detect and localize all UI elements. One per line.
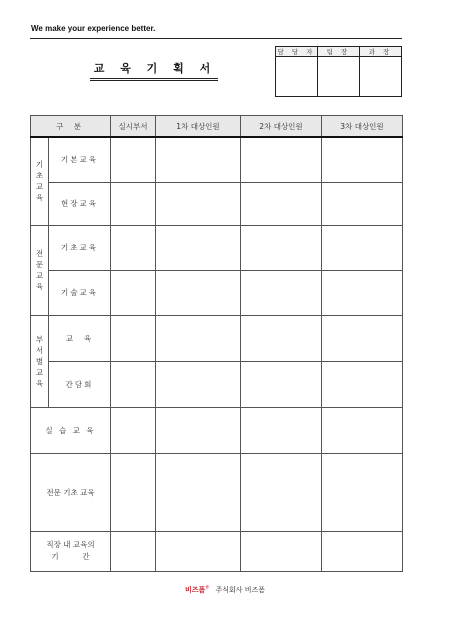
header-category: 구 분 — [31, 116, 111, 138]
cell-third[interactable] — [322, 453, 403, 531]
cell-second[interactable] — [241, 137, 322, 182]
cell-first[interactable] — [156, 270, 241, 315]
cell-second[interactable] — [241, 453, 322, 531]
cell-first[interactable] — [156, 407, 241, 453]
footer — [0, 585, 450, 595]
cell-dept[interactable] — [111, 407, 156, 453]
cell-dept[interactable] — [111, 137, 156, 182]
table-row — [31, 225, 403, 270]
cell-third[interactable] — [322, 225, 403, 270]
tagline: We make your experience better. — [31, 24, 156, 33]
cell-second[interactable] — [241, 361, 322, 407]
header-second-target: 2차 대상인원 — [241, 116, 322, 138]
title-underline — [90, 78, 218, 79]
cell-second[interactable] — [241, 315, 322, 361]
approval-header-team-leader: 팀 장 — [318, 47, 360, 57]
row-label-practice: 실 습 교 육 — [31, 407, 111, 453]
cell-third[interactable] — [322, 315, 403, 361]
approval-sign-manager[interactable] — [276, 57, 318, 97]
top-divider — [30, 38, 402, 39]
table-row — [31, 531, 403, 572]
cell-dept[interactable] — [111, 315, 156, 361]
education-plan-table — [30, 115, 403, 572]
table-row — [31, 182, 403, 225]
row-label-meeting: 간담회 — [49, 361, 111, 407]
approval-sign-team-leader[interactable] — [318, 57, 360, 97]
cell-third[interactable] — [322, 361, 403, 407]
row-label-onsite-period: 직장 내 교육의 기 간 — [31, 531, 111, 572]
cell-dept[interactable] — [111, 453, 156, 531]
approval-header-section-chief: 과 장 — [360, 47, 402, 57]
row-label-technical-edu: 기술교육 — [49, 270, 111, 315]
cell-first[interactable] — [156, 182, 241, 225]
cell-dept[interactable] — [111, 225, 156, 270]
cell-dept[interactable] — [111, 182, 156, 225]
cell-second[interactable] — [241, 531, 322, 572]
cell-third[interactable] — [322, 407, 403, 453]
cell-dept[interactable] — [111, 270, 156, 315]
cell-first[interactable] — [156, 361, 241, 407]
title-underline-second — [90, 80, 218, 81]
header-third-target: 3차 대상인원 — [322, 116, 403, 138]
cell-third[interactable] — [322, 137, 403, 182]
approval-sign-section-chief[interactable] — [360, 57, 402, 97]
cell-first[interactable] — [156, 137, 241, 182]
table-row — [31, 453, 403, 531]
row-label-basic-edu: 기본교육 — [49, 137, 111, 182]
group-label-dept: 부 서 별 교 육 — [31, 315, 49, 407]
cell-first[interactable] — [156, 225, 241, 270]
header-first-target: 1차 대상인원 — [156, 116, 241, 138]
cell-second[interactable] — [241, 270, 322, 315]
row-label-dept-edu: 교 육 — [49, 315, 111, 361]
header-dept: 실시부서 — [111, 116, 156, 138]
group-label-basic: 기 초 교 육 — [31, 137, 49, 225]
cell-third[interactable] — [322, 531, 403, 572]
cell-second[interactable] — [241, 407, 322, 453]
cell-second[interactable] — [241, 182, 322, 225]
document-title: 교 육 기 획 서 — [93, 62, 217, 75]
cell-dept[interactable] — [111, 531, 156, 572]
table-row — [31, 361, 403, 407]
cell-dept[interactable] — [111, 361, 156, 407]
table-row — [31, 137, 403, 182]
cell-second[interactable] — [241, 225, 322, 270]
group-label-special: 전 문 교 육 — [31, 225, 49, 315]
table-row — [31, 270, 403, 315]
table-header-row — [31, 116, 403, 138]
table-row — [31, 407, 403, 453]
row-label-expert-basic: 전문 기초 교육 — [31, 453, 111, 531]
row-label-field-edu: 현장교육 — [49, 182, 111, 225]
cell-third[interactable] — [322, 270, 403, 315]
row-label-fundamental-edu: 기초교육 — [49, 225, 111, 270]
approval-box — [275, 46, 402, 97]
cell-third[interactable] — [322, 182, 403, 225]
approval-header-manager: 담 당 자 — [276, 47, 318, 57]
company-name: 주식회사 비즈폼 — [215, 586, 266, 595]
table-row — [31, 315, 403, 361]
cell-first[interactable] — [156, 453, 241, 531]
brand-logo: 비즈폼® — [184, 585, 210, 595]
cell-first[interactable] — [156, 531, 241, 572]
cell-first[interactable] — [156, 315, 241, 361]
